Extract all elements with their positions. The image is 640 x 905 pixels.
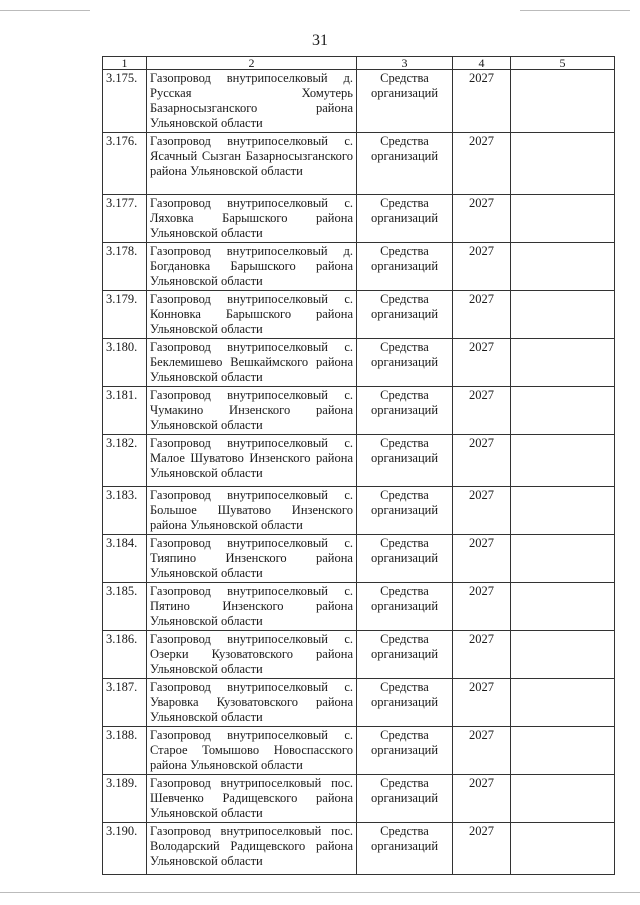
row-object-name: Газопровод внутрипоселковый с. Конновка Барышского района Ульяновской области: [147, 291, 357, 339]
row-object-name: Газопровод внутрипоселковый с. Старое Томышово Новоспасского района Ульяновской области: [147, 727, 357, 775]
row-object-name: Газопровод внутрипоселковый д. Богдановка Барышского района Ульяновской области: [147, 243, 357, 291]
row-year: 2027: [453, 70, 511, 133]
row-funding-source: Средства организаций: [357, 727, 453, 775]
row-year: 2027: [453, 823, 511, 875]
row-funding-source: Средства организаций: [357, 535, 453, 583]
row-year: 2027: [453, 583, 511, 631]
row-note: [511, 583, 615, 631]
row-object-name: Газопровод внутрипоселковый пос. Шевченко Радищевского района Ульяновской области: [147, 775, 357, 823]
row-object-name: Газопровод внутрипоселковый с. Малое Шуватово Инзенского района Ульяновской области: [147, 435, 357, 487]
row-funding-source: Средства организаций: [357, 195, 453, 243]
row-year: 2027: [453, 535, 511, 583]
row-funding-source: Средства организаций: [357, 387, 453, 435]
row-number: 3.190.: [103, 823, 147, 875]
row-funding-source: Средства организаций: [357, 243, 453, 291]
row-number: 3.181.: [103, 387, 147, 435]
table-row: [103, 243, 615, 291]
page-number: 31: [312, 32, 328, 49]
row-note: [511, 679, 615, 727]
row-number: 3.189.: [103, 775, 147, 823]
row-year: 2027: [453, 435, 511, 487]
row-object-name: Газопровод внутрипоселковый с. Ляховка Барышского района Ульяновской области: [147, 195, 357, 243]
row-note: [511, 291, 615, 339]
row-note: [511, 195, 615, 243]
row-year: 2027: [453, 339, 511, 387]
row-object-name: Газопровод внутрипоселковый пос. Володарский Радищевского района Ульяновской области: [147, 823, 357, 875]
table-row: [103, 435, 615, 487]
row-number: 3.185.: [103, 583, 147, 631]
table-row: [103, 133, 615, 195]
row-funding-source: Средства организаций: [357, 70, 453, 133]
row-year: 2027: [453, 631, 511, 679]
row-note: [511, 70, 615, 133]
row-year: 2027: [453, 679, 511, 727]
table-row: [103, 339, 615, 387]
row-note: [511, 535, 615, 583]
row-object-name: Газопровод внутрипоселковый с. Чумакино Инзенского района Ульяновской области: [147, 387, 357, 435]
table-row: [103, 387, 615, 435]
column-number: 1: [103, 57, 147, 70]
row-funding-source: Средства организаций: [357, 583, 453, 631]
column-number: 4: [453, 57, 511, 70]
row-note: [511, 339, 615, 387]
row-number: 3.179.: [103, 291, 147, 339]
table-row: [103, 195, 615, 243]
table-row: [103, 487, 615, 535]
row-year: 2027: [453, 243, 511, 291]
top-edge-line: [0, 10, 90, 11]
row-year: 2027: [453, 727, 511, 775]
row-number: 3.186.: [103, 631, 147, 679]
table-row: [103, 631, 615, 679]
column-number: 5: [511, 57, 615, 70]
row-number: 3.184.: [103, 535, 147, 583]
row-object-name: Газопровод внутрипоселковый с. Большое Шуватово Инзенского района Ульяновской области: [147, 487, 357, 535]
row-note: [511, 727, 615, 775]
row-number: 3.175.: [103, 70, 147, 133]
row-object-name: Газопровод внутрипоселковый с. Беклемишево Вешкаймского района Ульяновской области: [147, 339, 357, 387]
row-year: 2027: [453, 195, 511, 243]
row-object-name: Газопровод внутрипоселковый с. Озерки Кузоватовского района Ульяновской области: [147, 631, 357, 679]
row-note: [511, 823, 615, 875]
table-row: [103, 823, 615, 875]
table-row: [103, 775, 615, 823]
row-note: [511, 435, 615, 487]
row-note: [511, 243, 615, 291]
row-number: 3.176.: [103, 133, 147, 195]
row-funding-source: Средства организаций: [357, 291, 453, 339]
top-edge-line-right: [520, 10, 630, 11]
row-funding-source: Средства организаций: [357, 339, 453, 387]
row-number: 3.182.: [103, 435, 147, 487]
program-table: [102, 56, 615, 875]
row-number: 3.183.: [103, 487, 147, 535]
row-year: 2027: [453, 775, 511, 823]
row-number: 3.178.: [103, 243, 147, 291]
table-row: [103, 727, 615, 775]
row-note: [511, 387, 615, 435]
row-funding-source: Средства организаций: [357, 133, 453, 195]
row-note: [511, 775, 615, 823]
row-object-name: Газопровод внутрипоселковый д. Русская Хомутерь Базарносызганского района Ульяновской области: [147, 70, 357, 133]
row-funding-source: Средства организаций: [357, 487, 453, 535]
table-row: [103, 70, 615, 133]
row-number: 3.187.: [103, 679, 147, 727]
row-funding-source: Средства организаций: [357, 823, 453, 875]
row-year: 2027: [453, 487, 511, 535]
row-object-name: Газопровод внутрипоселковый с. Уваровка Кузоватовского района Ульяновской области: [147, 679, 357, 727]
row-object-name: Газопровод внутрипоселковый с. Пятино Инзенского района Ульяновской области: [147, 583, 357, 631]
table-row: [103, 583, 615, 631]
column-number: 2: [147, 57, 357, 70]
row-note: [511, 487, 615, 535]
row-funding-source: Средства организаций: [357, 631, 453, 679]
row-year: 2027: [453, 291, 511, 339]
row-note: [511, 631, 615, 679]
bottom-edge-line: [0, 892, 640, 893]
row-funding-source: Средства организаций: [357, 679, 453, 727]
row-object-name: Газопровод внутрипоселковый с. Ясачный Сызган Базарносызганского района Ульяновской области: [147, 133, 357, 195]
row-year: 2027: [453, 387, 511, 435]
row-number: 3.188.: [103, 727, 147, 775]
column-number-row: [103, 57, 615, 70]
row-number: 3.177.: [103, 195, 147, 243]
table-row: [103, 535, 615, 583]
row-funding-source: Средства организаций: [357, 775, 453, 823]
row-object-name: Газопровод внутрипоселковый с. Тияпино Инзенского района Ульяновской области: [147, 535, 357, 583]
row-funding-source: Средства организаций: [357, 435, 453, 487]
row-note: [511, 133, 615, 195]
table-row: [103, 291, 615, 339]
row-year: 2027: [453, 133, 511, 195]
table-row: [103, 679, 615, 727]
column-number: 3: [357, 57, 453, 70]
row-number: 3.180.: [103, 339, 147, 387]
